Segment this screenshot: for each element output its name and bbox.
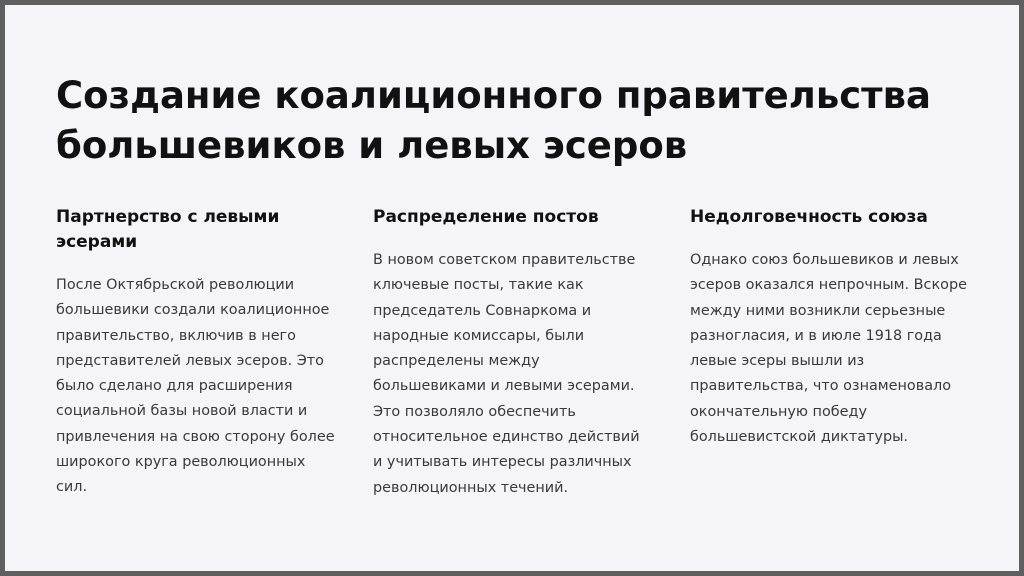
column-alliance-end [690,205,970,450]
slide-title: Создание коалиционного правительства большевиков и левых эсеров [56,74,932,167]
column-heading: Партнерство с левыми эсерами [56,207,280,252]
column-partnership [56,205,336,501]
column-body: После Октябрьской революции большевики создали коалиционное правительство, включив в него представителей левых эсеров. Это было сделано для расширения социальной базы новой власти и привлечения на свою сторону более широкого круга революционных сил. [56,277,335,496]
column-body: В новом советском правительстве ключевые посты, такие как председатель Совнаркома и народные комиссары, были распределены между большевиками и левыми эсерами. Это позволяло обеспечить относительное единство действий и учитывать интересы различных революционных течений. [373,252,640,496]
column-body: Однако союз большевиков и левых эсеров оказался непрочным. Вскоре между ними возникли серьезные разногласия, и в июле 1918 года левые эсеры вышли из правительства, что ознаменовало окончательную победу большевистской диктатуры. [690,252,967,446]
column-heading: Распределение постов [373,207,599,227]
slide [5,5,1019,571]
column-heading: Недолговечность союза [690,207,928,227]
column-posts [373,205,653,501]
